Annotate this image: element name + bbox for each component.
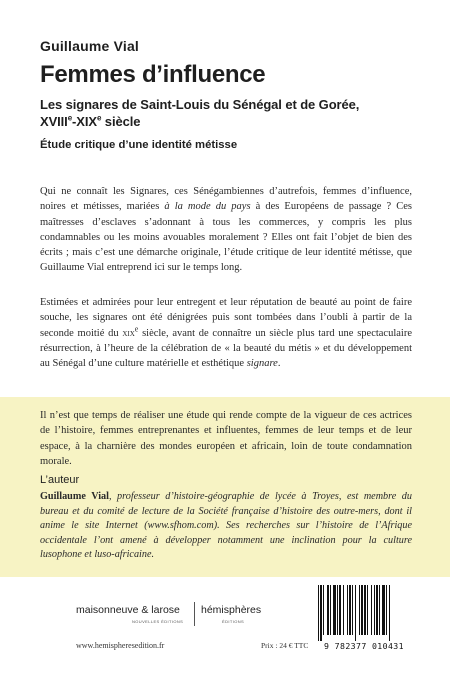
para2-part2: siècle, avant de connaître un siècle plus tard une spectaculaire résurrection, à l’heure de la célébration de « la beauté du métis » et du développement au Sénégal d’une culture matérielle et esthétique — [40, 327, 412, 370]
para2-italic: signare — [246, 358, 278, 370]
subtitle-line1: Les signares de Saint-Louis du Sénégal et de Gorée, — [40, 97, 360, 112]
barcode-bar — [343, 585, 344, 635]
subtitle-dash: -XIX — [72, 114, 97, 129]
barcode-bar — [359, 585, 360, 635]
barcode-bar — [333, 585, 336, 635]
summary-paragraph-2 — [40, 295, 412, 371]
subtitle-sup-b: e — [96, 113, 102, 123]
barcode-bar — [386, 585, 387, 635]
book-header — [40, 38, 420, 151]
publisher-url: www.hemispheresedition.fr — [76, 641, 165, 650]
barcode-bar — [320, 585, 322, 641]
barcode-bar — [382, 585, 385, 635]
barcode-bar — [352, 585, 353, 635]
para2-century-sup: e — [134, 324, 139, 334]
publisher-logo-hemispheres: hémisphères — [201, 604, 262, 616]
barcode-bar — [323, 585, 324, 635]
bio-text-a: , professeur d’histoire-géographie de lycée à Troyes, est membre du bureau et du comité de lecture de la Société française d’histoire des outre-mers, dont il anime le site Internet (www.sfhom.com). Ses recherches sur l’histoire de l’Afrique occidentale l’ont amené à développer notamment une inclination pour la culture lusophone et luso- — [40, 491, 412, 561]
barcode-bar — [389, 585, 390, 641]
barcode-bar — [376, 585, 378, 635]
isbn-barcode — [310, 585, 418, 653]
barcode-bar — [371, 585, 372, 635]
book-title: Femmes d’influence — [40, 61, 266, 88]
book-subtitle — [40, 96, 420, 130]
barcode-bar — [349, 585, 351, 635]
publisher-divider — [194, 602, 195, 626]
barcode-bar — [327, 585, 329, 635]
publisher-logo-maisonneuve: maisonneuve & larose — [76, 604, 180, 616]
book-price: Prix : 24 € TTC — [261, 641, 309, 650]
barcode-bar — [318, 585, 319, 641]
book-tagline: Étude critique d’une identité métisse — [40, 139, 238, 151]
barcode-bar — [347, 585, 348, 635]
barcode-bars — [318, 585, 412, 641]
summary-paragraph-1 — [40, 184, 412, 276]
publisher-logo-maisonneuve-sub: NOUVELLES ÉDITIONS — [132, 619, 184, 624]
back-cover-footer — [0, 577, 450, 675]
subtitle-century-a: XVIII — [40, 114, 68, 129]
barcode-bar — [355, 585, 356, 641]
para1-part2: à des Européens de passage ? Ces maîtresses d’esclaves s’adonnant à tous les commerces, y compris les plus condamnables ou les moins avouables moralement ? Elles ont fait l’objet de bien des écrits ; mais c’est une démarche originale, l’étude critique de leur identité métisse, que Guillaume Vial entreprend ici sur le temps long. — [40, 201, 412, 274]
barcode-bar — [361, 585, 363, 635]
para1-italic: à la mode du pays — [164, 201, 251, 213]
para1-part1: Qui ne connaît les Signares, ces Sénégambiennes d’autrefois, femmes d’influence, noires et métisses, mariées — [40, 186, 412, 213]
barcode-bar — [367, 585, 368, 635]
author-bio — [40, 490, 412, 563]
barcode-bar — [379, 585, 380, 635]
barcode-bar — [364, 585, 366, 635]
author-name: Guillaume Vial — [40, 38, 140, 54]
barcode-bar — [330, 585, 331, 635]
subtitle-tail: siècle — [101, 114, 141, 129]
summary-paragraph-3: Il n’est que temps de réaliser une étude qui rende compte de la vigueur de ces actrices de l’histoire, femmes entreprenantes et influentes, femmes de leur temps et de leur espace, à la charnière des mondes européen et africain, loin de toute condamnation morale. — [40, 410, 412, 467]
barcode-bar — [374, 585, 375, 635]
barcode-bar — [339, 585, 341, 635]
barcode-bar — [337, 585, 338, 635]
para2-part3: . — [277, 358, 281, 370]
bio-author-name: Guillaume Vial — [40, 491, 109, 502]
para2-part1: Estimées et admirées pour leur entregent et leur réputation de beauté au point de faire souche, les signares ont été dénigrées puis sont tombées dans l’oubli à partir de la seconde moitié du — [40, 297, 412, 339]
publisher-logo-hemispheres-sub: ÉDITIONS — [222, 619, 245, 624]
isbn-number: 9 782377 010431 — [324, 641, 404, 651]
bio-text-b: africaine. — [114, 549, 155, 561]
para2-century: xix — [122, 327, 135, 339]
subtitle-sup-a: e — [67, 113, 73, 123]
about-heading: L’auteur — [40, 474, 80, 486]
